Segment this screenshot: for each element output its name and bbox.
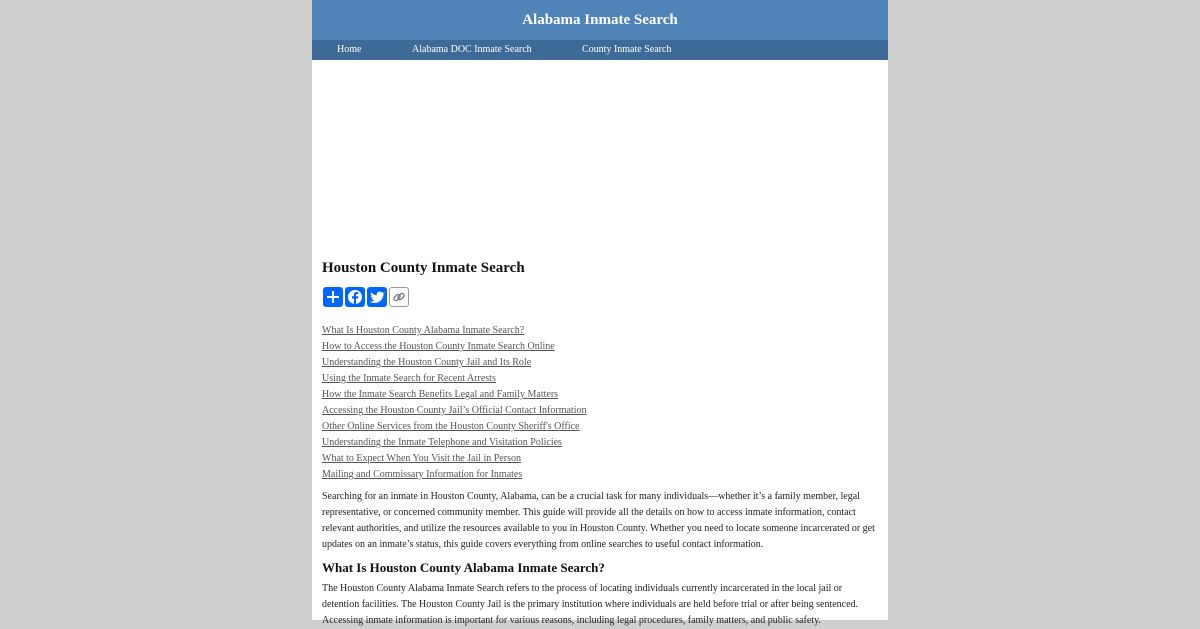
intro-paragraph: Searching for an inmate in Houston County, Alabama, can be a crucial task for many individuals—whether it’s a family member, legal representative, or concerned community member. This guide will provide all the details on how to access inmate information, contact relevant authorities, and utilize the resources available to you in Houston County. Whether you need to locate someone incarcerated or get updates on an inmate’s status, this guide covers everything from online searches to useful contact information. <box>322 491 875 550</box>
twitter-icon <box>369 289 385 305</box>
site-banner <box>312 0 888 40</box>
toc-item <box>322 435 878 451</box>
toc-link[interactable]: What to Expect When You Visit the Jail in Person <box>322 453 522 464</box>
main-nav <box>312 40 888 60</box>
twitter-share-button[interactable] <box>367 287 387 307</box>
copy-link-icon <box>392 290 406 304</box>
site-title[interactable]: Alabama Inmate Search <box>522 12 678 28</box>
toc-item <box>322 339 878 355</box>
toc-link[interactable]: Understanding the Inmate Telephone and Visitation Policies <box>322 437 562 448</box>
toc-link[interactable]: Accessing the Houston County Jail’s Official Contact Information <box>322 405 587 416</box>
table-of-contents <box>322 323 878 483</box>
toc-item <box>322 403 878 419</box>
share-buttons <box>323 287 878 309</box>
toc-link[interactable]: How to Access the Houston County Inmate Search Online <box>322 341 555 352</box>
page-container <box>312 0 888 626</box>
add-share-icon <box>326 290 340 304</box>
toc-item <box>322 451 878 467</box>
add-share-button[interactable] <box>323 287 343 307</box>
section-paragraph: The Houston County Alabama Inmate Search refers to the process of locating individuals currently incarcerated in the local jail or detention facilities. The Houston County Jail is the primary institution where individuals are held before trial or after being sentenced. Accessing inmate information is important for various reasons, including legal procedures, family matters, and public safety. <box>322 583 859 626</box>
facebook-share-button[interactable] <box>345 287 365 307</box>
toc-item <box>322 467 878 483</box>
facebook-icon <box>347 289 363 305</box>
toc-link[interactable]: What Is Houston County Alabama Inmate Search? <box>322 325 525 336</box>
toc-item <box>322 419 878 435</box>
toc-link[interactable]: Mailing and Commissary Information for Inmates <box>322 469 523 480</box>
toc-item <box>322 323 878 339</box>
article <box>312 258 888 629</box>
nav-county-inmate-search-link[interactable]: County Inmate Search <box>582 44 672 55</box>
copy-link-button[interactable] <box>389 287 409 307</box>
page-title: Houston County Inmate Search <box>322 260 525 276</box>
toc-link[interactable]: Other Online Services from the Houston County Sheriff's Office <box>322 421 580 432</box>
section-heading: What Is Houston County Alabama Inmate Search? <box>322 560 605 575</box>
toc-item <box>322 355 878 371</box>
toc-item <box>322 387 878 403</box>
ad-space <box>312 60 888 258</box>
toc-link[interactable]: Using the Inmate Search for Recent Arrests <box>322 373 496 384</box>
nav-doc-inmate-search-link[interactable]: Alabama DOC Inmate Search <box>412 44 532 55</box>
nav-home-link[interactable]: Home <box>337 44 362 55</box>
toc-link[interactable]: How the Inmate Search Benefits Legal and Family Matters <box>322 389 559 400</box>
toc-item <box>322 371 878 387</box>
toc-link[interactable]: Understanding the Houston County Jail and Its Role <box>322 357 532 368</box>
